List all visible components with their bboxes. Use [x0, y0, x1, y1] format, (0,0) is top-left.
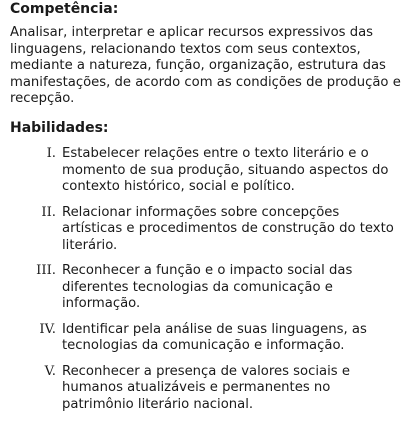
habilidade-item — [0, 322, 406, 355]
habilidades-list — [0, 146, 406, 422]
competencia-text: Analisar, interpretar e aplicar recursos expressivos das linguagens, relacionando textos com seus contextos, mediante a natureza, função, organização, estrutura das manifestações, de acordo com as condições de produção e recepção. — [10, 25, 401, 106]
roman-numeral: III. — [36, 263, 56, 278]
habilidade-text: Identificar pela análise de suas linguagens, as tecnologias da comunicação e informação. — [62, 321, 367, 353]
roman-numeral: I. — [46, 146, 56, 161]
roman-numeral: IV. — [39, 321, 56, 337]
roman-numeral: V. — [44, 363, 56, 379]
habilidade-item — [0, 146, 406, 196]
habilidade-text: Reconhecer a presença de valores sociais e humanos atualizáveis e permanentes no patrimônio literário nacional. — [62, 363, 350, 412]
habilidades-heading: Habilidades: — [10, 120, 109, 136]
habilidade-item — [0, 205, 406, 255]
habilidade-item — [0, 263, 406, 313]
habilidade-text: Reconhecer a função e o impacto social das diferentes tecnologias da comunicação e informação. — [62, 263, 353, 311]
habilidade-text: Estabelecer relações entre o texto literário e o momento de sua produção, situando aspectos do contexto histórico, social e político. — [62, 146, 389, 194]
habilidade-text: Relacionar informações sobre concepções artísticas e procedimentos de construção do texto literário. — [62, 204, 394, 253]
roman-numeral: II. — [41, 204, 56, 220]
habilidade-item — [0, 364, 406, 414]
competencia-heading: Competência: — [10, 1, 119, 17]
